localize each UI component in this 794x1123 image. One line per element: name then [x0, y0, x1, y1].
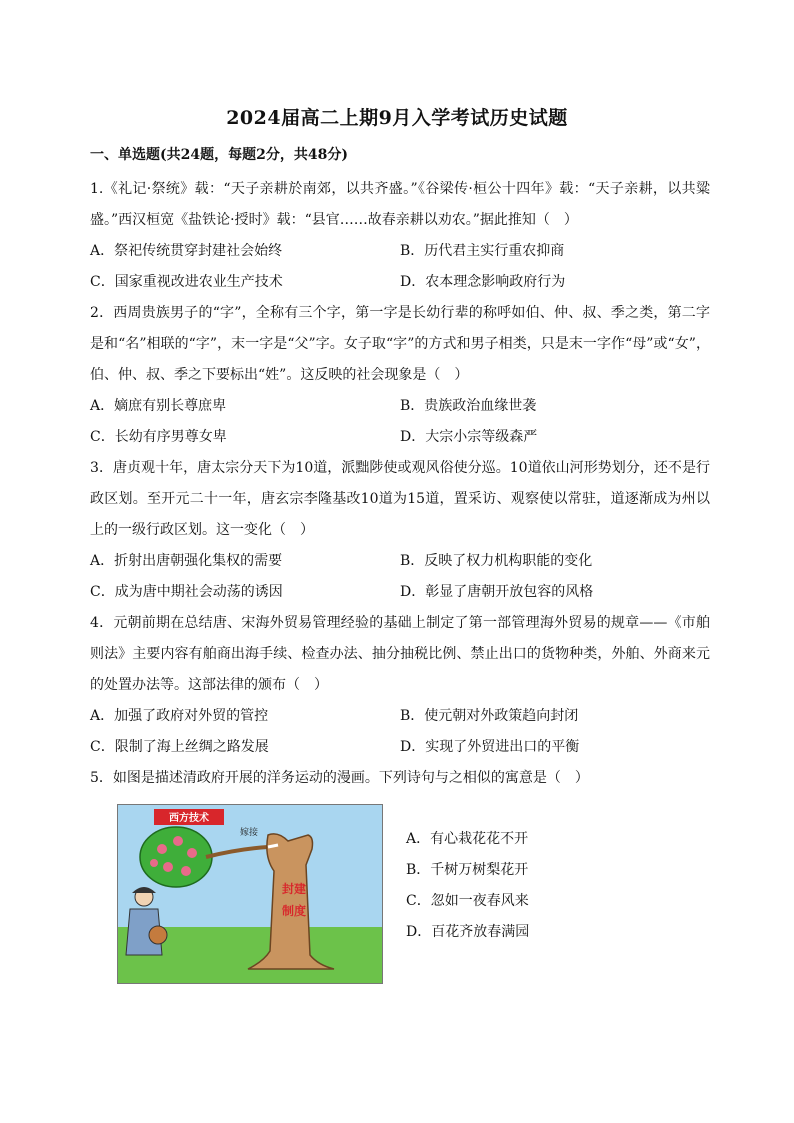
- question-3-options: [90, 546, 710, 608]
- question-2-option-b[interactable]: B．贵族政治血缘世袭: [400, 398, 537, 414]
- question-4-option-d[interactable]: D．实现了外贸进出口的平衡: [400, 739, 580, 755]
- question-5-option-c[interactable]: C．忽如一夜春风来: [406, 893, 529, 909]
- question-4-options: [90, 701, 710, 763]
- question-5-stem: 5．如图是描述清政府开展的洋务运动的漫画。下列诗句与之相似的寓意是（ ）: [90, 770, 589, 786]
- cartoon-fruit: [173, 836, 183, 846]
- question-2-option-c[interactable]: C．长幼有序男尊女卑: [90, 429, 227, 445]
- cartoon-illustration: [118, 805, 382, 983]
- question-3-option-a[interactable]: A．折射出唐朝强化集权的需要: [90, 553, 283, 569]
- question-2-options: [90, 391, 710, 453]
- cartoon-sign-label: 西方技术: [169, 813, 209, 824]
- question-5-option-d[interactable]: D．百花齐放春满园: [406, 924, 530, 940]
- question-4-stem: 4．元朝前期在总结唐、宋海外贸易管理经验的基础上制定了第一部管理海外贸易的规章——《市舶则法》主要内容有舶商出海手续、检查办法、抽分抽税比例、禁止出口的货物种类，外舶、外商来元的处置办法等。这部法律的颁布（ ）: [90, 615, 710, 693]
- question-1-option-d[interactable]: D．农本理念影响政府行为: [400, 274, 566, 290]
- question-4-option-b[interactable]: B．使元朝对外政策趋向封闭: [400, 708, 579, 724]
- cartoon-fruit: [187, 848, 197, 858]
- question-1-option-b[interactable]: B．历代君主实行重农抑商: [400, 243, 565, 259]
- question-3-option-b[interactable]: B．反映了权力机构职能的变化: [400, 553, 593, 569]
- question-2-option-d[interactable]: D．大宗小宗等级森严: [400, 429, 538, 445]
- question-1-option-c[interactable]: C．国家重视改进农业生产技术: [90, 274, 283, 290]
- question-3-option-d[interactable]: D．彰显了唐朝开放包容的风格: [400, 584, 594, 600]
- question-3-option-c[interactable]: C．成为唐中期社会动荡的诱因: [90, 584, 283, 600]
- question-3-stem: 3．唐贞观十年，唐太宗分天下为10道，派黜陟使或观风俗使分巡。10道依山河形势划分，还不是行政区划。至开元二十一年，唐玄宗李隆基改10道为15道，置采访、观察使以常驻，道逐渐成为州以上的一级行政区划。这一变化（ ）: [90, 460, 710, 538]
- section-heading: 一、单选题(共24题，每题2分，共48分): [90, 147, 348, 163]
- question-1-option-a[interactable]: A．祭祀传统贯穿封建社会始终: [90, 243, 283, 259]
- cartoon-tree-crown: [140, 827, 212, 887]
- question-2-stem: 2．西周贵族男子的“字”，全称有三个字，第一字是长幼行辈的称呼如伯、仲、叔、季之类，第二字是和“名”相联的“字”，末一字是“父”字。女子取“字”的方式和男子相类，只是末一字作“母”或“女”，伯、仲、叔、季之下要标出“姓”。这反映的社会现象是（ ）: [90, 305, 710, 383]
- question-5-options: [406, 824, 529, 948]
- question-2-option-a[interactable]: A．嫡庶有别长尊庶卑: [90, 398, 227, 414]
- cartoon-fruit: [157, 844, 167, 854]
- question-1-stem: 1.《礼记·祭统》载：“天子亲耕於南郊，以共齐盛。”《谷梁传·桓公十四年》载：“天子亲耕，以共粱盛。”西汉桓宽《盐铁论·授时》载：“县官……故春亲耕以劝农。”据此推知（ ）: [90, 181, 710, 228]
- questions-list: [90, 174, 710, 994]
- grafting-cartoon: [117, 804, 383, 984]
- cartoon-trunk-label-1: 封建: [281, 882, 307, 896]
- cartoon-basket: [149, 926, 167, 944]
- question-5-option-b[interactable]: B．千树万树梨花开: [406, 862, 529, 878]
- cartoon-graft-bandage: [268, 845, 278, 847]
- cartoon-fruit: [150, 859, 158, 867]
- question-5-body: [90, 804, 710, 994]
- question-5-option-a[interactable]: A．有心栽花花不开: [406, 831, 529, 847]
- question-4-option-a[interactable]: A．加强了政府对外贸的管控: [90, 708, 269, 724]
- cartoon-fruit: [163, 862, 173, 872]
- cartoon-trunk-label-2: 制度: [281, 904, 307, 918]
- question-1-options: [90, 236, 710, 298]
- question-4-option-c[interactable]: C．限制了海上丝绸之路发展: [90, 739, 269, 755]
- cartoon-fruit: [181, 866, 191, 876]
- cartoon-graft-label: 嫁接: [240, 828, 259, 838]
- exam-title: 2024届高二上期9月入学考试历史试题: [226, 107, 568, 129]
